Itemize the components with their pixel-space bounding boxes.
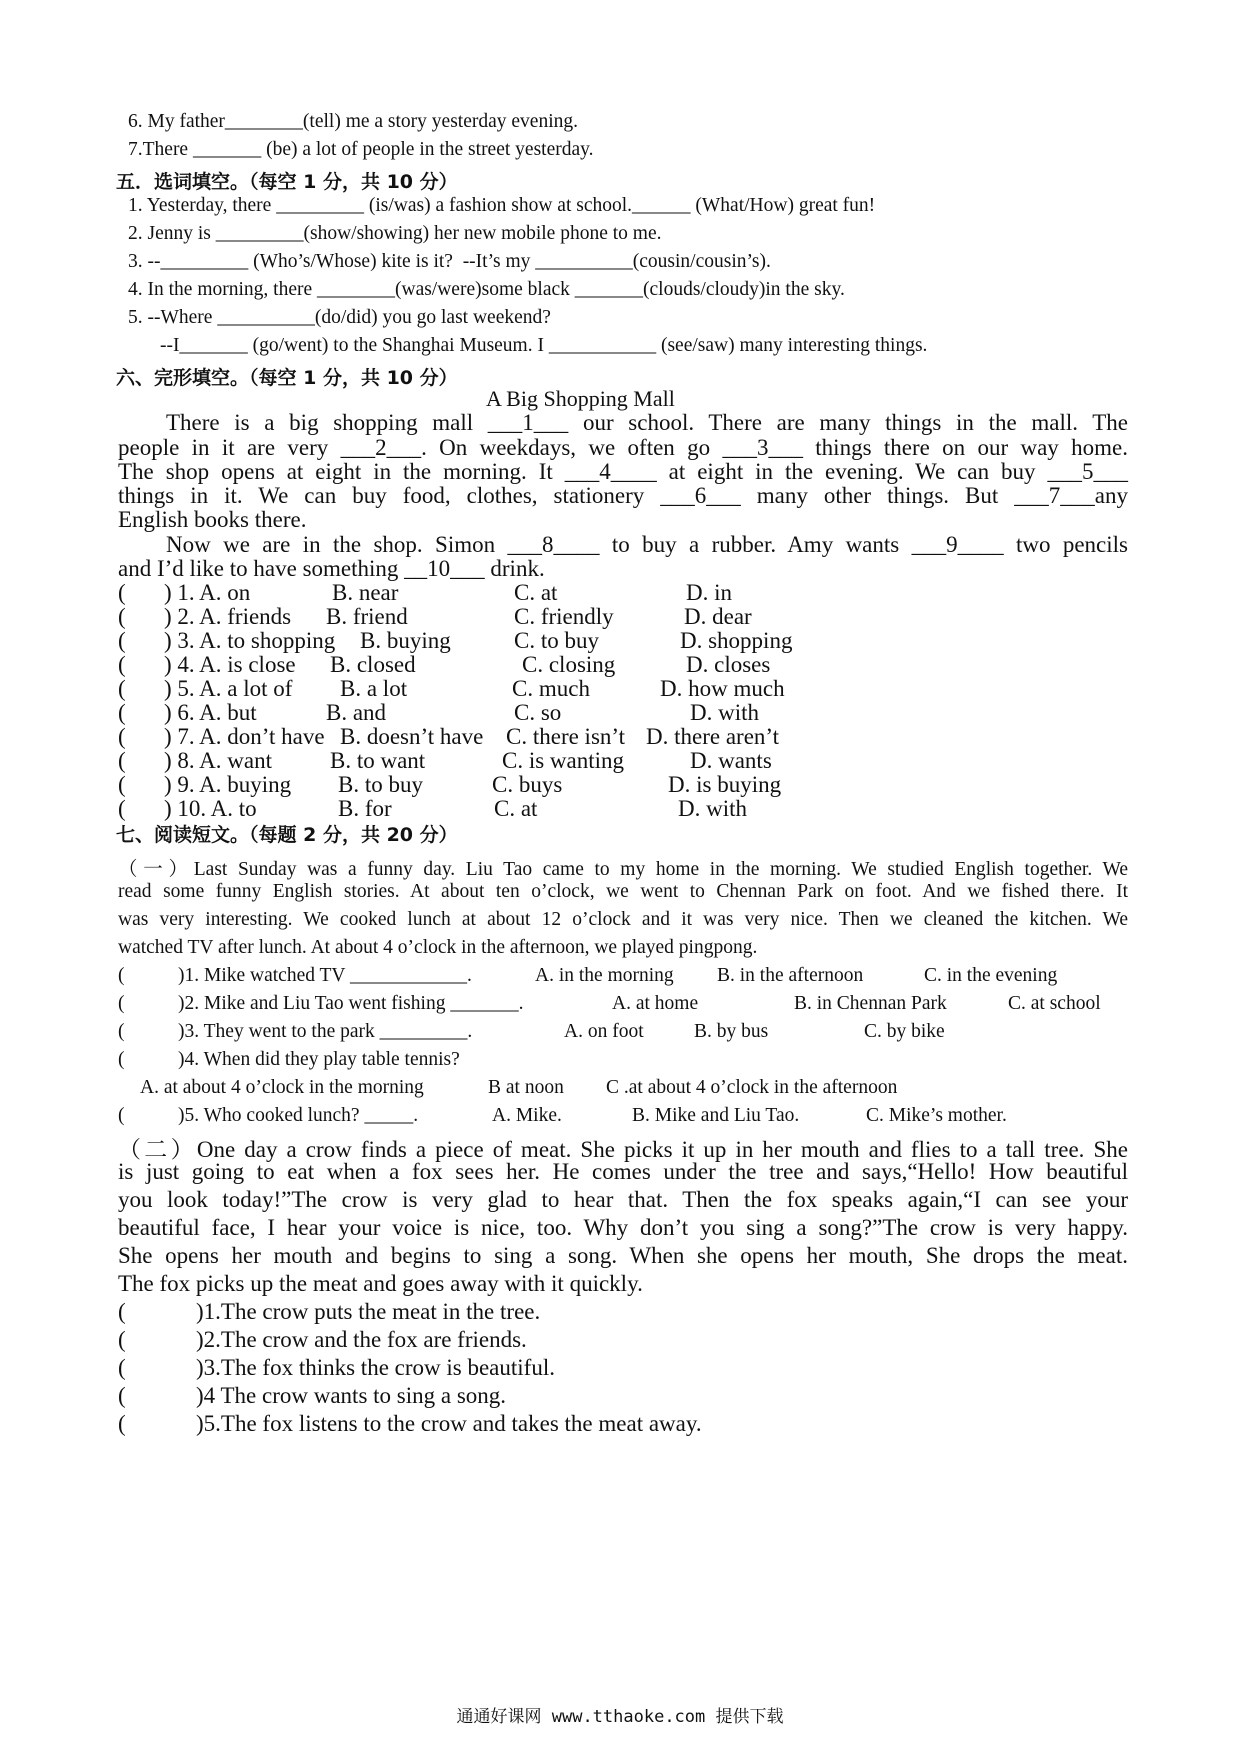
- question-stem: ) 6. A. but: [164, 700, 257, 725]
- reading2-line-1: （二）One day a crow finds a piece of meat. She picks it up in her mouth and flies to a tall tree. She: [118, 1137, 1128, 1162]
- question-stem: ) 8. A. want: [164, 748, 272, 773]
- question-stem: ) 1. A. on: [164, 580, 251, 605]
- question-stem: ) 4. A. is close: [164, 652, 296, 677]
- question-stem: ) 10. A. to: [164, 796, 257, 821]
- option-b: B at noon: [488, 1077, 564, 1098]
- passage-title: A Big Shopping Mall: [486, 386, 675, 411]
- option-b: B. to want: [330, 748, 426, 773]
- cloze-line-1: There is a big shopping mall ___1___ our school. There are many things in the mall. The: [166, 410, 1128, 435]
- option-c: C. at: [514, 580, 558, 605]
- answer-paren[interactable]: (: [118, 965, 125, 986]
- option-b: B. in the afternoon: [717, 965, 864, 986]
- option-b: B. Mike and Liu Tao.: [632, 1105, 800, 1126]
- part4-line-6: 6. My father________(tell) me a story yesterday evening.: [128, 111, 578, 132]
- answer-paren[interactable]: (: [118, 993, 125, 1014]
- option-c: C. closing: [522, 652, 616, 677]
- option-c: C. is wanting: [502, 748, 625, 773]
- cloze-line-6: Now we are in the shop. Simon ___8____ to buy a rubber. Amy wants ___9____ two pencils: [166, 532, 1128, 557]
- reading1-line-1: （一）Last Sunday was a funny day. Liu Tao came to my home in the morning. We studied English together. We: [118, 859, 1128, 880]
- option-b: B. buying: [360, 628, 451, 653]
- question-stem: )4 The crow wants to sing a song.: [196, 1383, 507, 1408]
- reading2-line-2: is just going to eat when a fox sees her. He comes under the tree and says,“Hello! How beautiful: [118, 1159, 1128, 1184]
- option-b: B. friend: [326, 604, 408, 629]
- option-c: C. Mike’s mother.: [866, 1105, 1007, 1126]
- option-b: B. doesn’t have: [340, 724, 484, 749]
- option-b: B. by bus: [694, 1021, 769, 1042]
- answer-paren[interactable]: (: [118, 1411, 126, 1436]
- answer-paren[interactable]: (: [118, 748, 126, 773]
- reading2-line-5: She opens her mouth and begins to sing a song. When she opens her mouth, She drops the meat.: [118, 1243, 1128, 1268]
- option-b: B. for: [338, 796, 392, 821]
- question-stem: )3. They went to the park _________.: [178, 1021, 473, 1042]
- question-stem: )3.The fox thinks the crow is beautiful.: [196, 1355, 555, 1380]
- part5-heading: 五．选词填空。（每空 1 分，共 10 分）: [116, 171, 458, 193]
- option-c: C. so: [514, 700, 562, 725]
- question-stem: ) 3. A. to shopping: [164, 628, 336, 653]
- answer-paren[interactable]: (: [118, 1327, 126, 1352]
- cloze-line-4: things in it. We can buy food, clothes, stationery ___6___ many other things. But ___7___any: [118, 483, 1128, 508]
- answer-paren[interactable]: (: [118, 1355, 126, 1380]
- option-c: C. there isn’t: [506, 724, 626, 749]
- option-c: C .at about 4 o’clock in the afternoon: [606, 1077, 898, 1098]
- answer-paren[interactable]: (: [118, 1299, 126, 1324]
- question-stem: ) 7. A. don’t have: [164, 724, 325, 749]
- answer-paren[interactable]: (: [118, 580, 126, 605]
- reading2-line-6: The fox picks up the meat and goes away with it quickly.: [118, 1271, 643, 1296]
- question-stem: )5. Who cooked lunch? _____.: [178, 1105, 419, 1126]
- page-footer: 通通好课网 www.tthaoke.com 提供下载: [456, 1707, 784, 1727]
- reading1-line-2: read some funny English stories. At about ten o’clock, we went to Chennan Park on foot. And we fished there. It: [118, 881, 1128, 902]
- option-d: D. shopping: [680, 628, 793, 653]
- answer-paren[interactable]: (: [118, 628, 126, 653]
- option-d: D. with: [678, 796, 747, 821]
- cloze-line-2: people in it are very ___2___. On weekdays, we often go ___3___ things there on our way home.: [118, 435, 1128, 460]
- question-stem: )2. Mike and Liu Tao went fishing _______.: [178, 993, 524, 1014]
- option-a: A. on foot: [564, 1021, 644, 1042]
- question-stem: )1.The crow puts the meat in the tree.: [196, 1299, 541, 1324]
- option-a: A. in the morning: [535, 965, 674, 986]
- answer-paren[interactable]: (: [118, 724, 126, 749]
- option-d: D. in: [686, 580, 732, 605]
- option-d: D. with: [690, 700, 759, 725]
- option-d: D. closes: [686, 652, 771, 677]
- option-b: B. to buy: [338, 772, 423, 797]
- option-c: C. to buy: [514, 628, 599, 653]
- option-c: C. friendly: [514, 604, 614, 629]
- question-stem: )2.The crow and the fox are friends.: [196, 1327, 527, 1352]
- answer-paren[interactable]: (: [118, 652, 126, 677]
- question-stem: ) 9. A. buying: [164, 772, 292, 797]
- part5-line-5: 5. --Where __________(do/did) you go last weekend?: [128, 307, 551, 328]
- option-a: A. Mike.: [492, 1105, 562, 1126]
- answer-paren[interactable]: (: [118, 796, 126, 821]
- option-c: C. at: [494, 796, 538, 821]
- part5-line-4: 4. In the morning, there ________(was/were)some black _______(clouds/cloudy)in the sky.: [128, 279, 845, 300]
- option-b: B. closed: [330, 652, 416, 677]
- part7-heading: 七、阅读短文。（每题 2 分，共 20 分）: [116, 824, 458, 846]
- option-c: C. much: [512, 676, 590, 701]
- part4-line-7: 7.There _______ (be) a lot of people in the street yesterday.: [128, 139, 594, 160]
- reading2-line-3: you look today!”The crow is very glad to hear that. Then the fox speaks again,“I can see your: [118, 1187, 1128, 1212]
- option-a: A. at home: [612, 993, 699, 1014]
- option-a: A. at about 4 o’clock in the morning: [140, 1077, 424, 1098]
- answer-paren[interactable]: (: [118, 604, 126, 629]
- part5-line-2: 2. Jenny is _________(show/showing) her new mobile phone to me.: [128, 223, 662, 244]
- question-stem: )1. Mike watched TV ____________.: [178, 965, 472, 986]
- option-b: B. near: [332, 580, 399, 605]
- option-c: C. by bike: [864, 1021, 945, 1042]
- answer-paren[interactable]: (: [118, 1049, 125, 1070]
- question-stem: )4. When did they play table tennis?: [178, 1049, 460, 1070]
- answer-paren[interactable]: (: [118, 700, 126, 725]
- reading1-line-4: watched TV after lunch. At about 4 o’clock in the afternoon, we played pingpong.: [118, 937, 758, 958]
- cloze-line-5: English books there.: [118, 507, 307, 532]
- option-d: D. dear: [684, 604, 752, 629]
- answer-paren[interactable]: (: [118, 676, 126, 701]
- part5-line-1: 1. Yesterday, there _________ (is/was) a fashion show at school.______ (What/How) great fun!: [128, 195, 876, 216]
- reading1-line-3: was very interesting. We cooked lunch at about 12 o’clock and it was very nice. Then we cleaned the kitchen. We: [118, 909, 1128, 930]
- part6-heading: 六、完形填空。（每空 1 分，共 10 分）: [116, 367, 458, 389]
- cloze-line-3: The shop opens at eight in the morning. It ___4____ at eight in the evening. We can buy ___5___: [118, 459, 1128, 484]
- question-stem: ) 2. A. friends: [164, 604, 292, 629]
- option-d: D. there aren’t: [646, 724, 780, 749]
- part5-line-3: 3. --_________ (Who’s/Whose) kite is it? --It’s my __________(cousin/cousin’s).: [128, 251, 771, 272]
- answer-paren[interactable]: (: [118, 1105, 125, 1126]
- option-b: B. a lot: [340, 676, 408, 701]
- question-stem: ) 5. A. a lot of: [164, 676, 293, 701]
- cloze-line-7: and I’d like to have something __10___ drink.: [118, 556, 545, 581]
- option-d: D. how much: [660, 676, 785, 701]
- reading2-line-4: beautiful face, I hear your voice is nice, too. Why don’t you sing a song?”The crow is very happy.: [118, 1215, 1128, 1240]
- option-c: C. at school: [1008, 993, 1101, 1014]
- answer-paren[interactable]: (: [118, 1021, 125, 1042]
- option-b: B. and: [326, 700, 387, 725]
- answer-paren[interactable]: (: [118, 772, 126, 797]
- option-b: B. in Chennan Park: [794, 993, 947, 1014]
- part5-line-5-answer: --I_______ (go/went) to the Shanghai Museum. I ___________ (see/saw) many interesting things.: [160, 335, 928, 356]
- answer-paren[interactable]: (: [118, 1383, 126, 1408]
- option-d: D. wants: [690, 748, 772, 773]
- option-d: D. is buying: [668, 772, 782, 797]
- question-stem: )5.The fox listens to the crow and takes the meat away.: [196, 1411, 702, 1436]
- option-c: C. in the evening: [924, 965, 1058, 986]
- option-c: C. buys: [492, 772, 563, 797]
